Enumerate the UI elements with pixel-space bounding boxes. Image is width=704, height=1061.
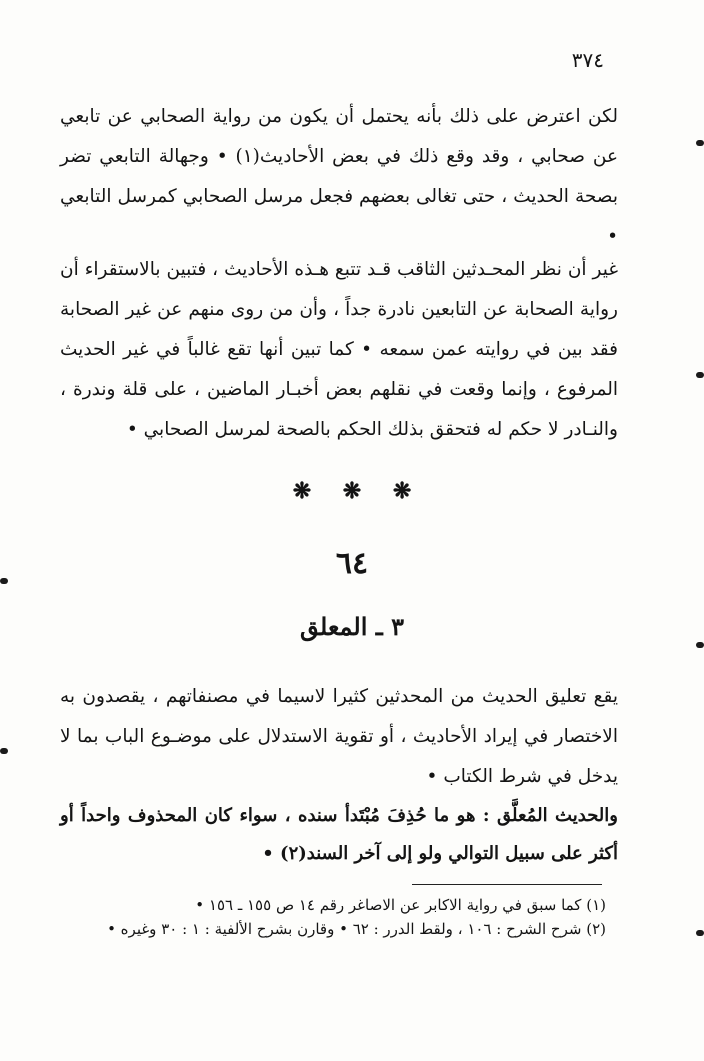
body-paragraph-2: غير أن نظر المحـدثين الثاقب قـد تتبع هـذه الأحاديث ، فتبين بالاستقراء أن رواية الصحابة عن التابعين نادرة جداً ، وأن من روى منهم عن غير الصحابة فقد بين في روايته عمن سمعه • كما تبين أنها تقع غالباً في غير الحديث المرفوع ، وإنما وقعت في نقلهم بعض أخبـار الماضين ، على قلة وندرة ، والنـادر لا حكم له فتحقق بذلك الحكم بالصحة لمرسل الصحابي • — [60, 259, 618, 440]
scan-mark-right-2 — [696, 372, 704, 378]
section-paragraph: يقع تعليق الحديث من المحدثين كثيرا لاسيما في مصنفاتهم ، يقصدون به الاختصار في إيراد الأحاديث ، أو تقوية الاستدلال على موضـوع الباب بما لا يدخل في شرط الكتاب • — [60, 686, 618, 787]
scan-mark-left-1 — [0, 578, 8, 584]
scan-mark-right-3 — [696, 642, 704, 648]
scan-mark-right-4 — [696, 930, 704, 936]
footnote-1: (١) كما سبق في رواية الاكابر عن الاصاغر رقم ١٤ ص ١٥٥ ـ ١٥٦ • — [195, 896, 606, 914]
body-paragraph-1: لكن اعترض على ذلك بأنه يحتمل أن يكون من رواية الصحابي عن تابعي عن صحابي ، وقد وقع ذلك في بعض الأحاديث(١) • وجهالة التابعي تضر بصحة الحديث ، حتى تغالى بعضهم فجعل مرسل الصحابي كمرسل التابعي • — [60, 106, 618, 247]
footnote-2: (٢) شرح الشرح : ١٠٦ ، ولقط الدرر : ٦٢ • وقارن بشرح الألفية : ١ : ٣٠ وغيره • — [107, 920, 606, 938]
page-number: ٣٧٤ — [571, 48, 604, 72]
footnotes — [60, 893, 606, 941]
scan-mark-left-2 — [0, 748, 8, 754]
definition-paragraph: والحديث المُعلَّق : هو ما حُذِفَ مُبْتَدأ سنده ، سواء كان المحذوف واحداً أو أكثر على سبيل التوالي ولو إلى آخر السند(٢) • — [60, 805, 618, 864]
section-number: ٦٤ — [335, 546, 369, 581]
section-separator: ❋ ❋ ❋ — [292, 478, 412, 504]
footnote-divider — [412, 884, 602, 885]
section-title: ٣ ـ المعلق — [299, 612, 405, 641]
scan-mark-right-1 — [696, 140, 704, 146]
